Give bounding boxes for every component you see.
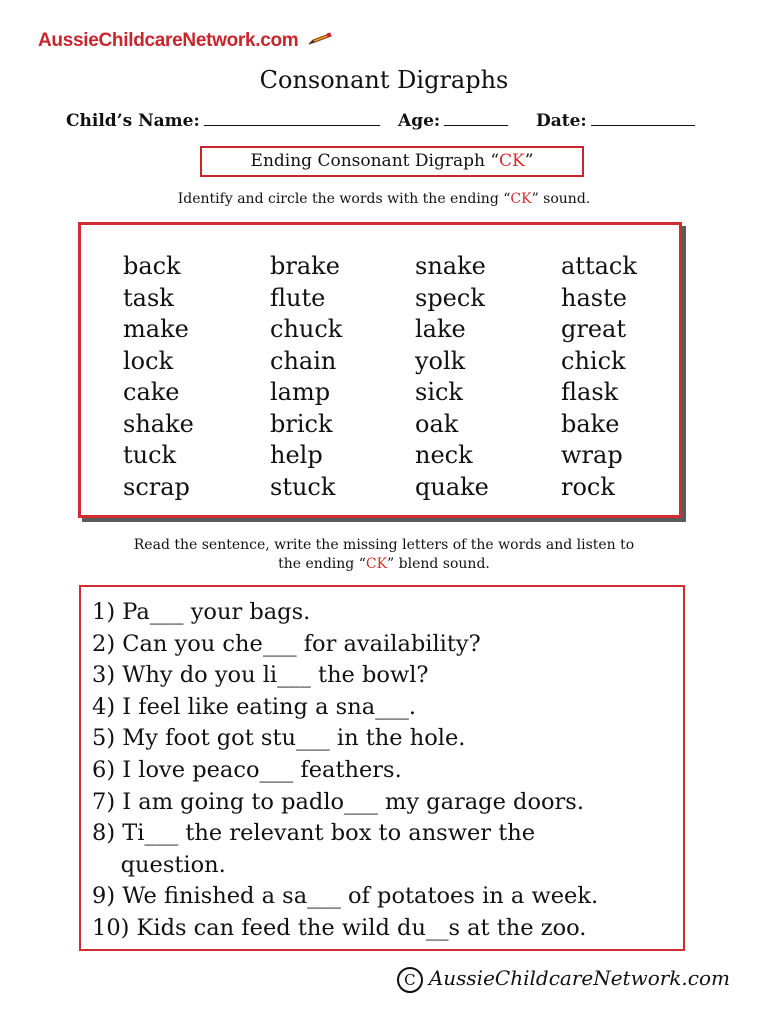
sentence-item[interactable]: 6) I love peaco___ feathers.	[92, 756, 402, 783]
child-name-blank[interactable]	[204, 111, 380, 126]
sentence-item[interactable]: 4) I feel like eating a sna___.	[92, 693, 417, 720]
word-column-4	[561, 251, 637, 503]
sentence-item-continued[interactable]: question.	[92, 851, 226, 878]
pencil-icon	[307, 30, 333, 52]
sentence-list	[92, 597, 598, 945]
brand-text: AussieChildcareNetwork.com	[38, 30, 299, 52]
footer-text: AussieChildcareNetwork.com	[428, 966, 730, 990]
date-label: Date:	[536, 111, 587, 131]
instruction-prefix: Identify and circle the words with the ending “	[177, 191, 511, 207]
word[interactable]: stuck	[270, 472, 336, 501]
sentence-box	[79, 585, 685, 951]
word[interactable]: cake	[123, 378, 180, 406]
word[interactable]: flask	[561, 378, 619, 406]
word[interactable]: neck	[415, 441, 473, 469]
word[interactable]: lock	[123, 346, 174, 375]
word[interactable]: lamp	[270, 378, 331, 406]
child-name-field[interactable]	[66, 111, 380, 131]
word-list-box	[78, 222, 682, 518]
word[interactable]: speck	[415, 283, 485, 312]
word[interactable]: scrap	[123, 472, 190, 501]
sentence-instruction-line1: Read the sentence, write the missing letters of the words and listen to	[133, 537, 635, 553]
sentence-item[interactable]: 2) Can you che___ for availability?	[92, 630, 481, 657]
word[interactable]: rock	[561, 472, 615, 501]
word-instruction	[0, 191, 768, 207]
word[interactable]: haste	[561, 283, 627, 312]
instruction2-suffix: ” blend sound.	[387, 556, 490, 572]
heading-suffix: ”	[524, 151, 534, 171]
word[interactable]: help	[270, 441, 323, 469]
heading-prefix: Ending Consonant Digraph “	[250, 151, 500, 171]
word[interactable]: make	[123, 315, 189, 343]
word[interactable]: tuck	[123, 441, 177, 469]
word[interactable]: lake	[415, 315, 466, 343]
brand-logo	[38, 30, 333, 52]
word-column-1	[123, 251, 194, 503]
word[interactable]: great	[561, 315, 626, 343]
word[interactable]: brake	[270, 252, 340, 280]
child-name-label: Child’s Name:	[66, 111, 200, 131]
word-column-3	[415, 251, 489, 503]
word-column-2	[270, 251, 342, 503]
word[interactable]: task	[123, 283, 174, 312]
word[interactable]: chain	[270, 346, 337, 375]
instruction-highlight: CK	[510, 191, 532, 207]
word[interactable]: flute	[270, 283, 326, 312]
sentence-item[interactable]: 10) Kids can feed the wild du__s at the zoo.	[92, 914, 587, 941]
word[interactable]: brick	[270, 409, 333, 438]
sentence-item[interactable]: 8) Ti___ the relevant box to answer the	[92, 820, 536, 847]
instruction2-prefix: the ending “	[278, 556, 366, 572]
date-field[interactable]	[536, 111, 695, 131]
word[interactable]: shake	[123, 409, 194, 438]
heading-highlight: CK	[499, 151, 525, 171]
copyright-footer	[397, 966, 730, 993]
date-blank[interactable]	[591, 111, 695, 126]
section-heading	[200, 146, 584, 177]
word[interactable]: attack	[561, 252, 637, 280]
word[interactable]: wrap	[561, 441, 623, 469]
word[interactable]: bake	[561, 409, 620, 438]
word[interactable]: back	[123, 252, 181, 280]
sentence-item[interactable]: 3) Why do you li___ the bowl?	[92, 662, 429, 689]
word[interactable]: chuck	[270, 315, 343, 343]
sentence-item[interactable]: 7) I am going to padlo___ my garage doors.	[92, 788, 584, 815]
sentence-instruction-line2	[0, 556, 768, 572]
word[interactable]: sick	[415, 378, 463, 406]
age-field[interactable]	[398, 111, 508, 131]
instruction2-highlight: CK	[365, 556, 388, 572]
age-blank[interactable]	[444, 111, 508, 126]
word[interactable]: snake	[415, 252, 486, 280]
word[interactable]: chick	[561, 346, 626, 375]
copyright-icon: C	[397, 967, 423, 993]
sentence-item[interactable]: 5) My foot got stu___ in the hole.	[92, 725, 466, 752]
age-label: Age:	[398, 111, 441, 131]
sentence-item[interactable]: 1) Pa___ your bags.	[92, 599, 311, 625]
page-title: Consonant Digraphs	[259, 66, 509, 94]
word[interactable]: oak	[415, 409, 459, 438]
word[interactable]: yolk	[415, 346, 466, 375]
instruction-suffix: ” sound.	[531, 191, 591, 207]
sentence-item[interactable]: 9) We finished a sa___ of potatoes in a week.	[92, 883, 599, 910]
word[interactable]: quake	[415, 472, 489, 501]
